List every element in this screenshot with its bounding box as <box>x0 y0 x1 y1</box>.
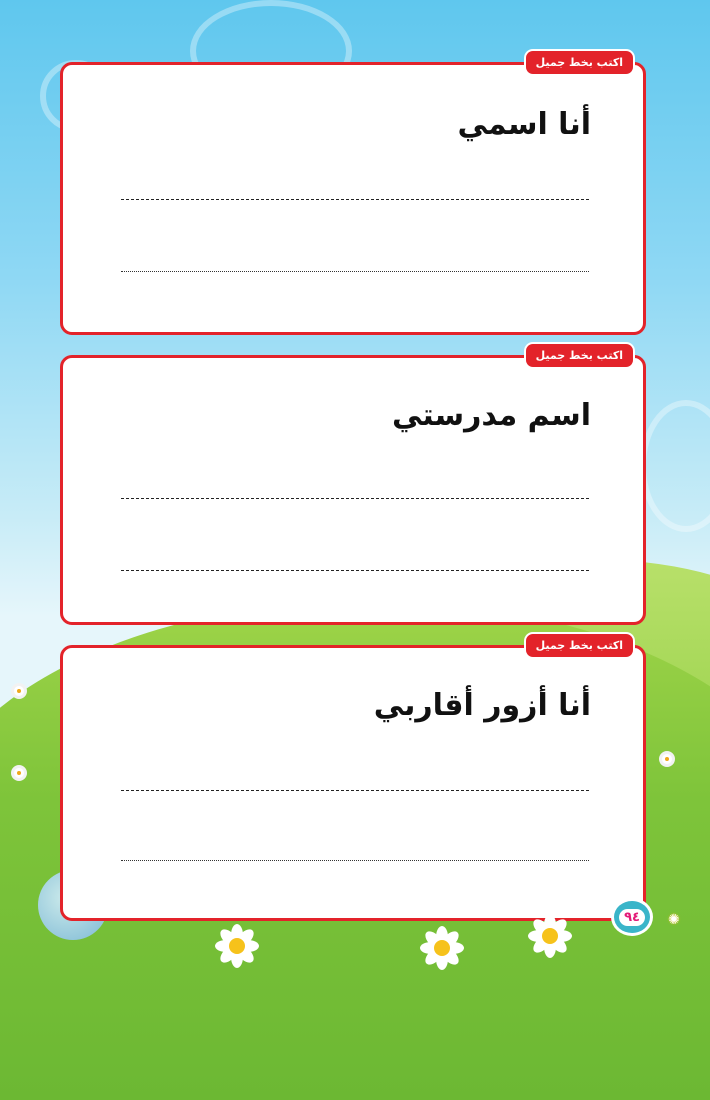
writing-line[interactable] <box>121 860 589 861</box>
writing-card-1 <box>60 56 646 335</box>
writing-line[interactable] <box>121 570 589 571</box>
writing-card-3 <box>60 639 646 921</box>
write-neatly-tag: اكتب بخط جميل <box>526 51 633 74</box>
small-flower-icon <box>14 686 24 696</box>
writing-line[interactable] <box>121 199 589 200</box>
page-number: ٩٤ <box>619 909 645 926</box>
write-neatly-tag: اكتب بخط جميل <box>526 634 633 657</box>
write-neatly-tag: اكتب بخط جميل <box>526 344 633 367</box>
writing-line[interactable] <box>121 271 589 272</box>
flower-icon <box>528 914 572 958</box>
flower-icon <box>420 926 464 970</box>
background-bubble <box>640 400 710 532</box>
flower-icon <box>215 924 259 968</box>
writing-line[interactable] <box>121 790 589 791</box>
card-heading: اسم مدرستي <box>391 398 591 433</box>
small-flower-icon <box>662 754 672 764</box>
writing-card-2 <box>60 349 646 625</box>
writing-line[interactable] <box>121 498 589 499</box>
sparkle-icon: ✺ <box>668 912 680 928</box>
page-number-badge <box>611 898 653 936</box>
small-flower-icon <box>14 768 24 778</box>
card-heading: أنا اسمي <box>457 107 591 142</box>
card-heading: أنا أزور أقاربي <box>373 688 591 723</box>
